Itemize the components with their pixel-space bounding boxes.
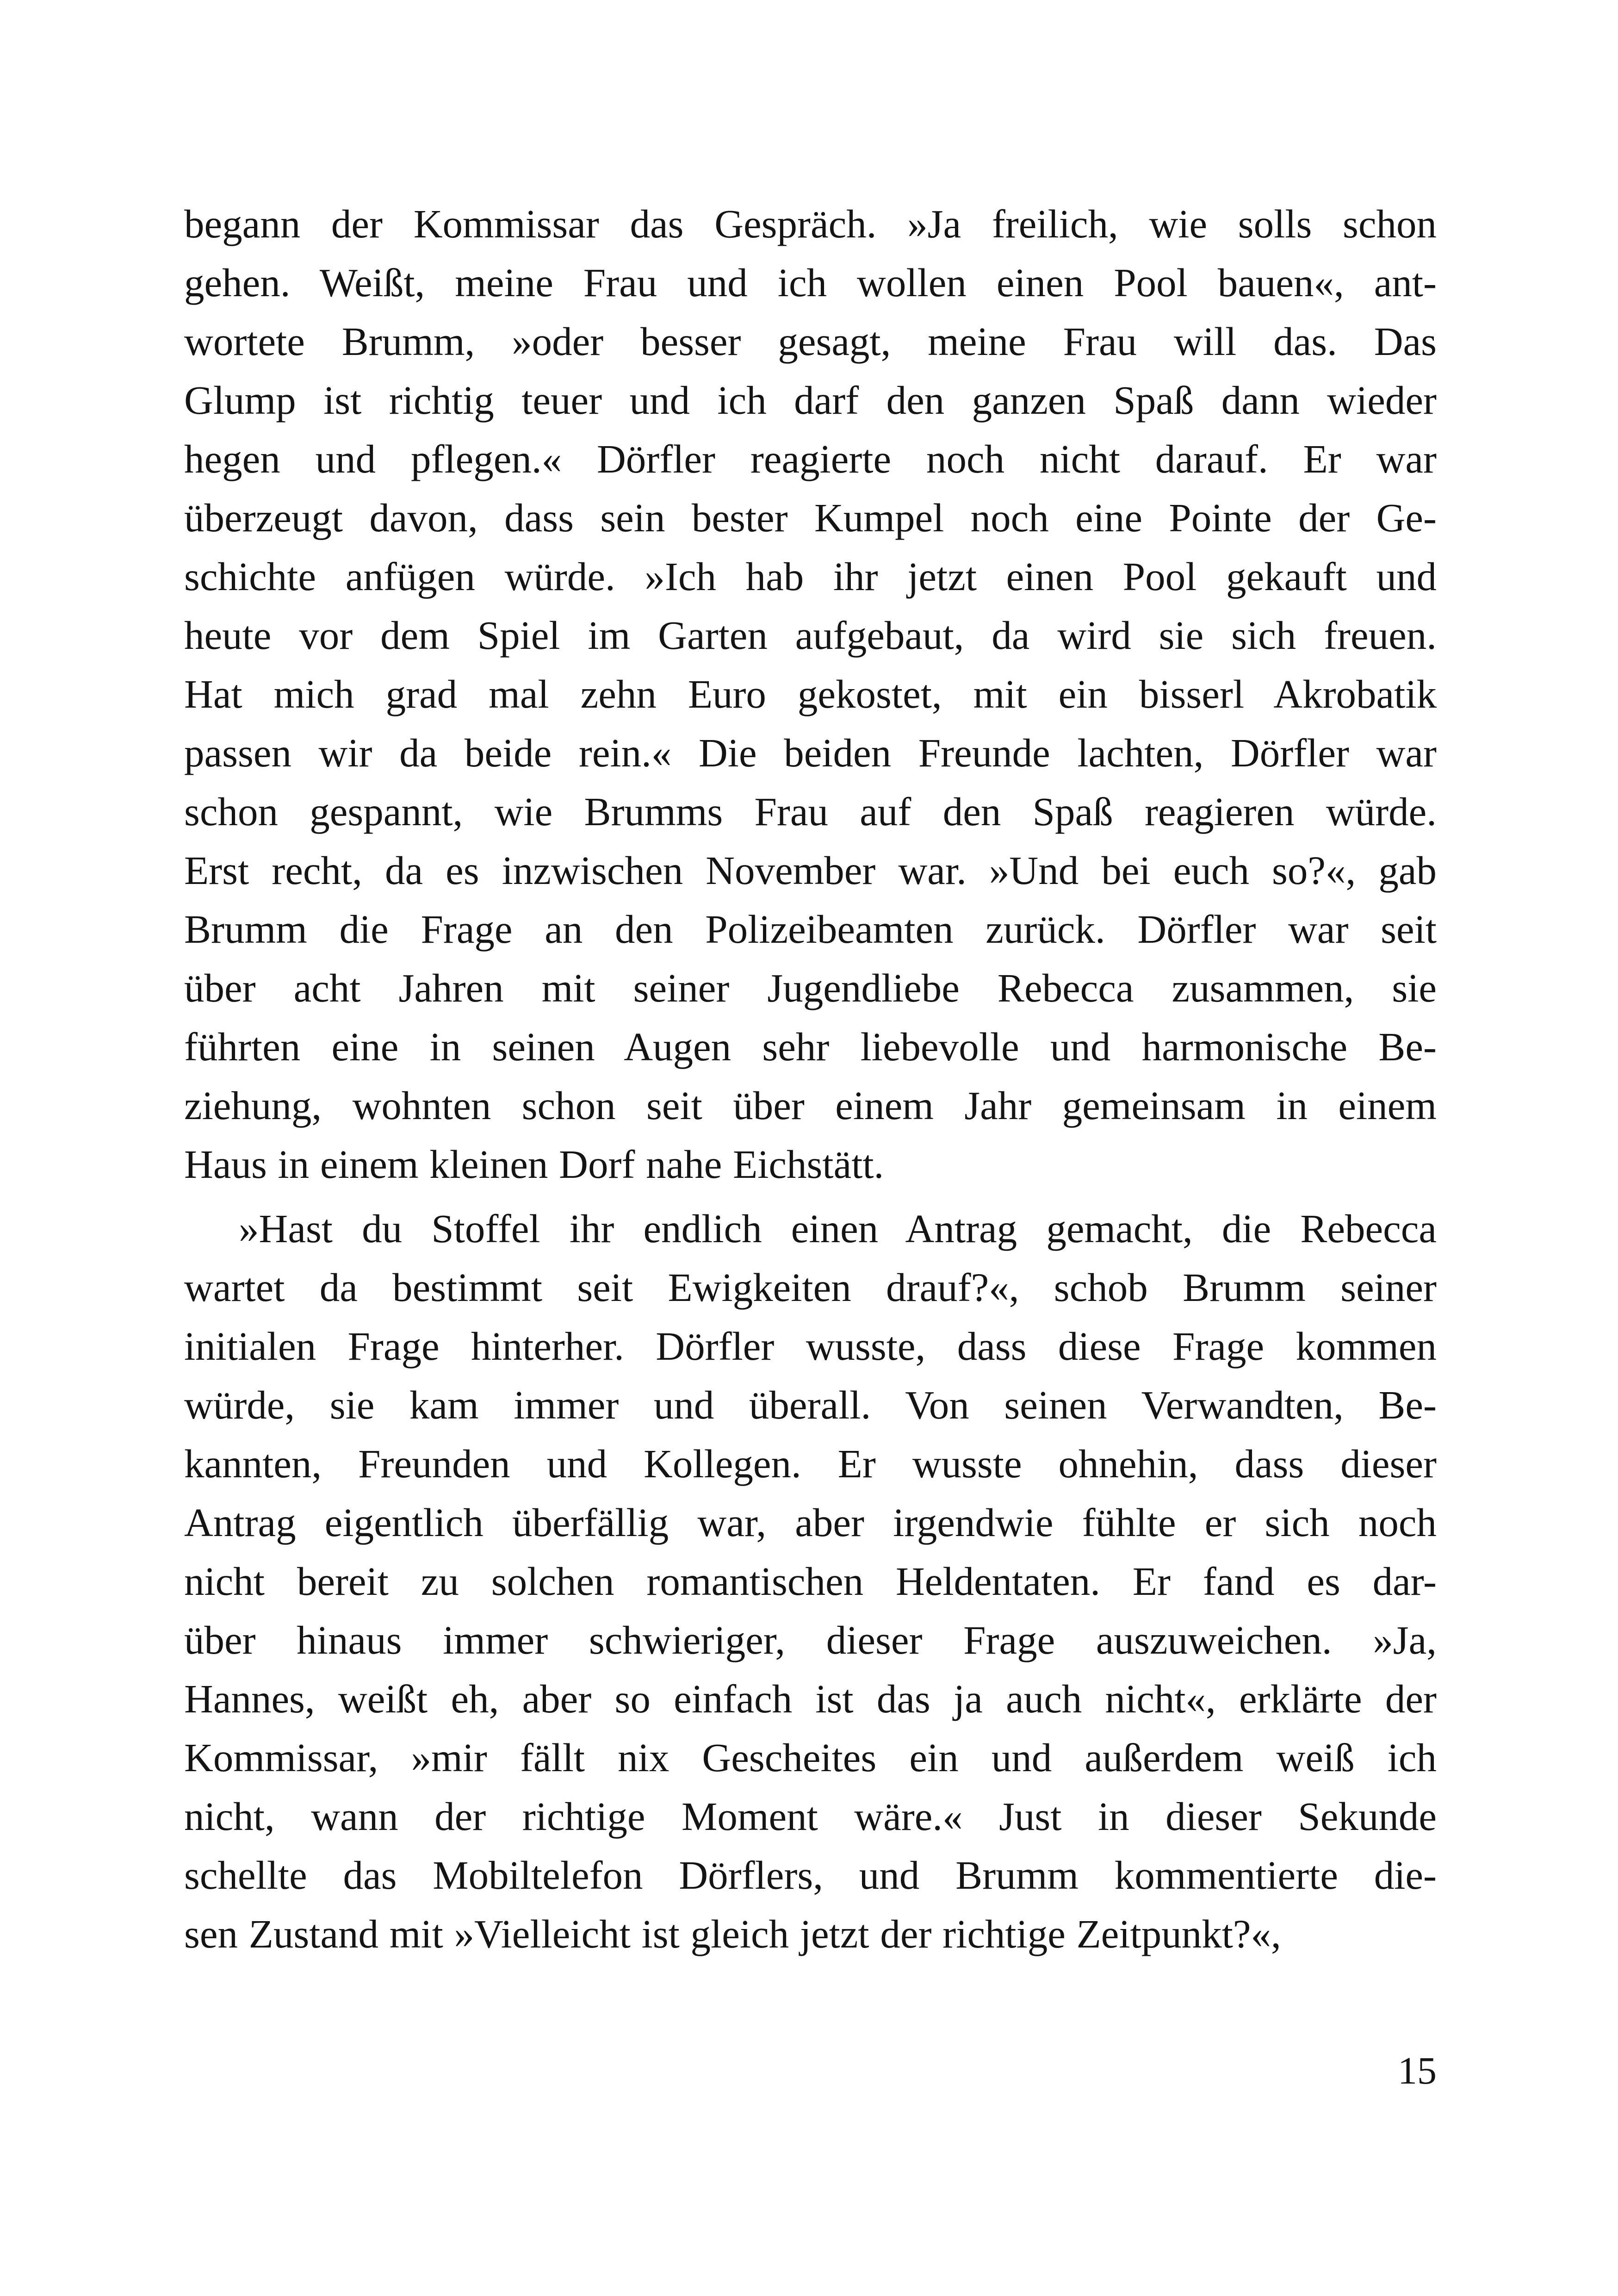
text-line: Kommissar, »mir fällt nix Gescheites ein und außerdem weiß ich: [184, 1735, 1437, 1780]
text-line: wortete Brumm, »oder besser gesagt, meine Frau will das. Das: [184, 319, 1437, 364]
page-number: 15: [1398, 2049, 1437, 2092]
text-line: begann der Kommissar das Gespräch. »Ja freilich, wie solls schon: [184, 201, 1437, 246]
text-line: Hat mich grad mal zehn Euro gekostet, mit ein bisserl Akrobatik: [184, 672, 1437, 716]
paragraph: [184, 194, 1437, 1194]
text-line: nicht, wann der richtige Moment wäre.« Just in dieser Sekunde: [184, 1794, 1437, 1839]
text-line: über acht Jahren mit seiner Jugendliebe Rebecca zusammen, sie: [184, 965, 1437, 1010]
text-line: schichte anfügen würde. »Ich hab ihr jetzt einen Pool gekauft und: [184, 554, 1437, 599]
text-line: überzeugt davon, dass sein bester Kumpel noch eine Pointe der Ge-: [184, 495, 1437, 540]
text-line: über hinaus immer schwieriger, dieser Frage auszuweichen. »Ja,: [184, 1618, 1437, 1662]
text-line: führten eine in seinen Augen sehr liebevolle und harmonische Be-: [184, 1024, 1437, 1069]
text-line: Erst recht, da es inzwischen November war. »Und bei euch so?«, gab: [184, 848, 1437, 893]
text-line: heute vor dem Spiel im Garten aufgebaut, da wird sie sich freuen.: [184, 613, 1437, 658]
text-line: hegen und pflegen.« Dörfler reagierte noch nicht darauf. Er war: [184, 436, 1437, 481]
paragraph: [184, 1199, 1437, 1963]
text-line: sen Zustand mit »Vielleicht ist gleich jetzt der richtige Zeitpunkt?«,: [184, 1911, 1281, 1956]
text-line: nicht bereit zu solchen romantischen Heldentaten. Er fand es dar-: [184, 1559, 1437, 1604]
text-line: Glump ist richtig teuer und ich darf den ganzen Spaß dann wieder: [184, 378, 1437, 423]
text-line: »Hast du Stoffel ihr endlich einen Antrag gemacht, die Rebecca: [239, 1206, 1437, 1251]
text-line: schon gespannt, wie Brumms Frau auf den Spaß reagieren würde.: [184, 789, 1437, 834]
text-line: initialen Frage hinterher. Dörfler wusste, dass diese Frage kommen: [184, 1324, 1437, 1369]
text-line: Brumm die Frage an den Polizeibeamten zurück. Dörfler war seit: [184, 907, 1437, 952]
text-line: würde, sie kam immer und überall. Von seinen Verwandten, Be-: [184, 1382, 1437, 1427]
text-line: wartet da bestimmt seit Ewigkeiten drauf?«, schob Brumm seiner: [184, 1265, 1437, 1310]
text-line: kannten, Freunden und Kollegen. Er wusste ohnehin, dass dieser: [184, 1441, 1437, 1486]
text-line: passen wir da beide rein.« Die beiden Freunde lachten, Dörfler war: [184, 730, 1437, 775]
text-line: ziehung, wohnten schon seit über einem Jahr gemeinsam in einem: [184, 1083, 1437, 1128]
text-line: gehen. Weißt, meine Frau und ich wollen einen Pool bauen«, ant-: [184, 260, 1437, 305]
text-line: Antrag eigentlich überfällig war, aber irgendwie fühlte er sich noch: [184, 1500, 1437, 1545]
text-line: Haus in einem kleinen Dorf nahe Eichstätt.: [184, 1142, 884, 1187]
text-line: schellte das Mobiltelefon Dörflers, und Brumm kommentierte die-: [184, 1853, 1437, 1898]
text-line: Hannes, weißt eh, aber so einfach ist das ja auch nicht«, erklärte der: [184, 1676, 1437, 1721]
page-text: [184, 194, 1437, 1963]
